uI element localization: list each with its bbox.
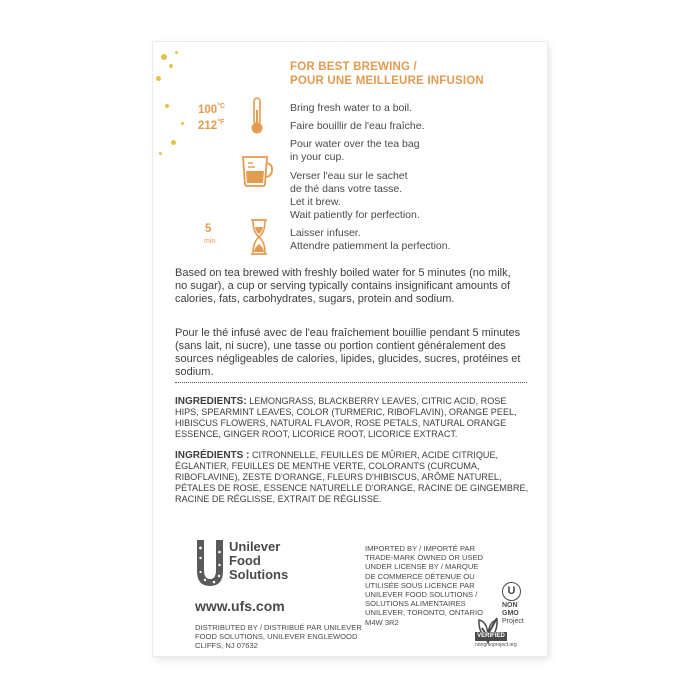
ingredients-en	[175, 396, 530, 440]
nutrition-text-en: Based on tea brewed with freshly boiled water for 5 minutes (no milk, no sugar), a cup or serving typically contains insignificant amounts of calories, fats, carbohydrates, sugars, protein and sodium.	[175, 267, 511, 305]
brand-name-line2: Food	[229, 553, 261, 568]
hourglass-icon	[249, 218, 269, 256]
brand-name	[229, 540, 288, 582]
distributed-by-text: DISTRIBUTED BY / DISTRIBUÉ PAR UNILEVER FOOD SOLUTIONS, UNILEVER ENGLEWOOD CLIFFS, NJ 07632	[195, 623, 362, 651]
splash-dot	[171, 140, 176, 145]
ingredients-label-fr: INGRÉDIENTS :	[175, 450, 250, 461]
step3-fr-line2: Attendre patiemment la perfection.	[290, 240, 451, 252]
ingredients-label-en: INGREDIENTS:	[175, 396, 247, 407]
temp-f-value: 212	[198, 119, 218, 132]
step2-fr-line1: Verser l'eau sur le sachet	[290, 170, 408, 182]
step2-fr-line2: de thé dans votre tasse.	[290, 183, 403, 195]
brew-time-unit: min	[204, 238, 216, 245]
non-gmo-verified: VERIFIED	[475, 632, 507, 641]
measuring-cup-icon	[239, 154, 275, 188]
splash-dot	[156, 76, 161, 81]
temp-c-value: 100	[198, 103, 218, 116]
temp-celsius	[198, 100, 225, 117]
step2-en-line2: in your cup.	[290, 151, 345, 163]
step1-en: Bring fresh water to a boil.	[290, 102, 412, 114]
brand-name-line1: Unilever	[229, 539, 281, 554]
temp-f-unit: °F	[217, 119, 225, 126]
splash-dot	[169, 64, 173, 68]
kosher-symbol: U	[502, 582, 521, 601]
temp-fahrenheit	[198, 116, 224, 133]
ingredients-text-fr: CITRONNELLE, FEUILLES DE MÛRIER, ACIDE CITRIQUE, ÉGLANTIER, FEUILLES DE MENTHE VERTE, COLORANTS (CURCUMA, RIBOFLAVINE), ZESTE D'ORANGE, FLEURS D'HIBISCUS, ARÔME NATUREL, PÉTALES DE ROSE, ESSENCE NATURELLE D'ORANGE, RACINE DE GINGEMBRE, RACINE DE RÉGLISSE, EXTRAIT DE RÉGLISSE.	[175, 450, 529, 504]
step2-text	[290, 138, 420, 196]
brewing-title-en: FOR BEST BREWING /	[290, 61, 417, 73]
brewing-title	[290, 60, 484, 88]
step3-fr-line1: Laisser infuser.	[290, 227, 361, 239]
step1-text	[290, 102, 425, 133]
non-gmo-line2: GMO	[502, 610, 519, 617]
nutrition-text-fr: Pour le thé infusé avec de l'eau fraîchement bouillie pendant 5 minutes (sans lait, ni sucre), une tasse ou portion contient généralement des sources négligeables de calories, lipides, glucides, sucres, protéines et sodium.	[175, 327, 521, 378]
step3-en-line1: Let it brew.	[290, 196, 341, 208]
non-gmo-label	[502, 602, 524, 626]
brand-url: www.ufs.com	[195, 598, 285, 614]
non-gmo-line3: Project	[502, 618, 524, 625]
step3-text	[290, 196, 451, 253]
dotted-divider	[175, 382, 527, 383]
non-gmo-line1: NON	[502, 602, 518, 609]
brewing-title-fr: POUR UNE MEILLEURE INFUSION	[290, 75, 484, 87]
brand-name-line3: Solutions	[229, 567, 289, 582]
imported-by-text: IMPORTED BY / IMPORTÉ PAR TRADE-MARK OWNED OR USED UNDER LICENSE BY / MARQUE DE COMMERCE DÉTENUE OU UTILISÉE SOUS LICENCE PAR UNILEVER FOOD SOLUTIONS / SOLUTIONS ALIMENTAIRES UNILEVER, TORONTO, ONTARIO M4W 3R2	[365, 544, 484, 627]
step1-fr: Faire bouillir de l'eau fraîche.	[290, 120, 425, 132]
splash-dot	[181, 122, 184, 125]
splash-dot	[165, 104, 169, 108]
ingredients-fr	[175, 450, 530, 505]
splash-dot	[161, 54, 167, 60]
unilever-u-logo	[195, 538, 225, 588]
non-gmo-badge	[475, 602, 531, 647]
splash-dot	[159, 152, 162, 155]
ingredients-text-en: LEMONGRASS, BLACKBERRY LEAVES, CITRIC ACID, ROSE HIPS, SPEARMINT LEAVES, COLOR (TURMERIC, RIBOFLAVIN), ORANGE PEEL, HIBISCUS FLOWERS, NATURAL FLAVOR, ROSE PETALS, NATURAL ORANGE ESSENCE, GINGER ROOT, LICORICE ROOT, LICORICE EXTRACT.	[175, 396, 517, 439]
temp-c-unit: °C	[217, 103, 226, 110]
brew-time-value: 5	[205, 223, 212, 235]
splash-dot	[175, 51, 178, 54]
step3-en-line2: Wait patiently for perfection.	[290, 209, 420, 221]
tea-box-back-panel	[153, 42, 547, 656]
thermometer-icon	[249, 96, 265, 136]
step2-en-line1: Pour water over the tea bag	[290, 138, 420, 150]
non-gmo-site: nongmoproject.org	[475, 642, 517, 648]
